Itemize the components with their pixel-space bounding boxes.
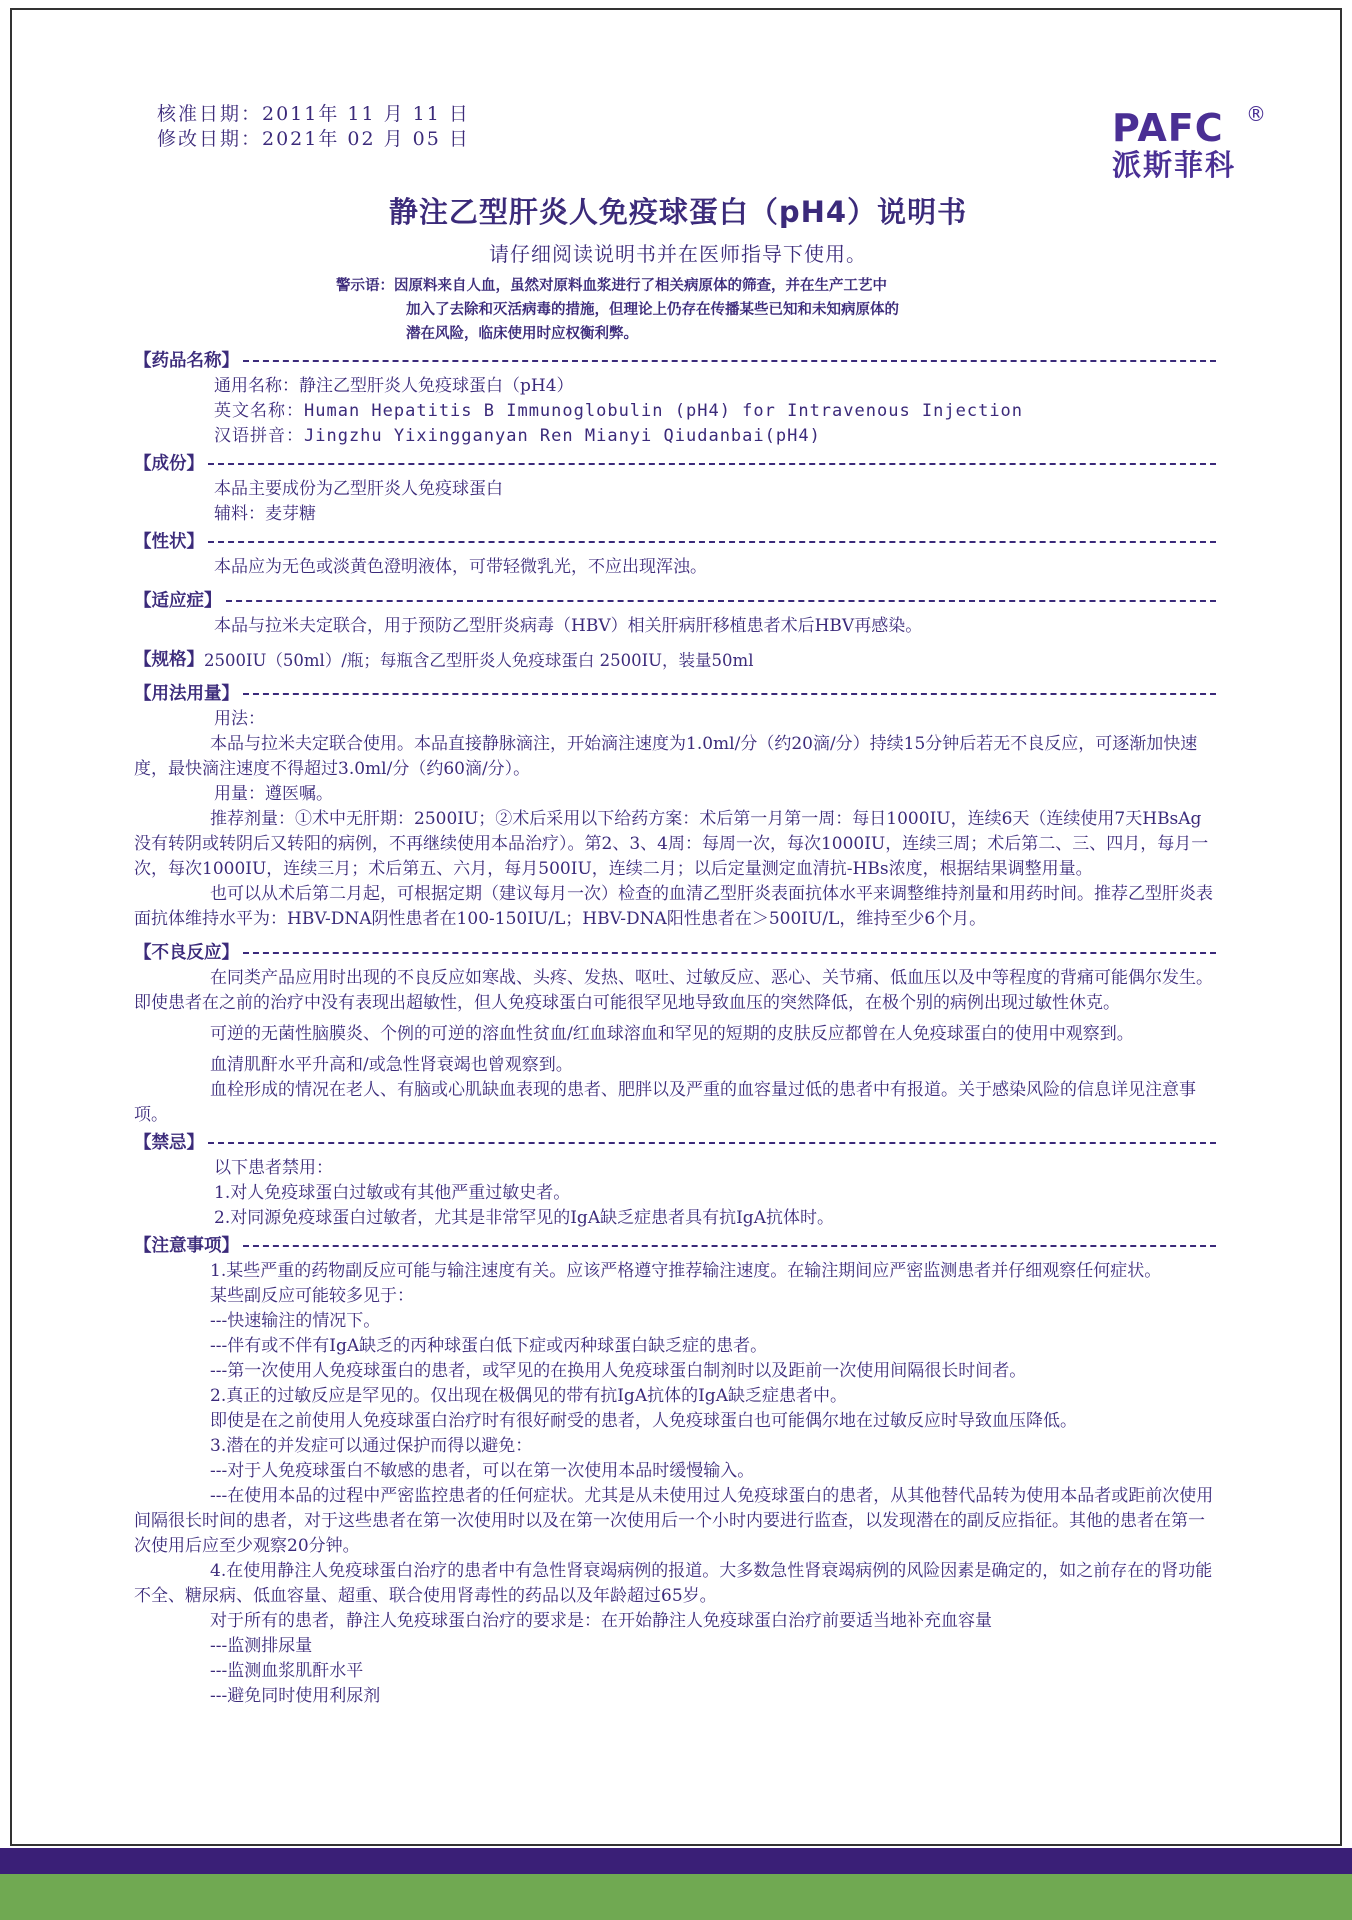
precaution-3: 3.潜在的并发症可以通过保护而得以避免： bbox=[210, 1436, 533, 1456]
section-heading-usage bbox=[134, 681, 1216, 707]
document-body bbox=[134, 346, 1216, 1709]
pinyin-name: 汉语拼音：Jingzhu Yixingganyan Ren Mianyi Qiudanbai(pH4) bbox=[214, 426, 821, 446]
registered-mark: ® bbox=[1246, 102, 1266, 126]
brand-logo bbox=[1112, 102, 1292, 198]
precaution-3b: ---对于人免疫球蛋白不敏感的患者，可以在第一次使用本品时缓慢输入。 bbox=[210, 1461, 755, 1481]
dashed-divider bbox=[208, 463, 1216, 465]
dashed-divider bbox=[243, 360, 1216, 362]
section-title: 【成份】 bbox=[134, 453, 204, 474]
english-name: 英文名称：Human Hepatitis B Immunoglobulin (pH4) for Intravenous Injection bbox=[214, 401, 1024, 421]
section-title: 【适应症】 bbox=[134, 590, 222, 611]
adverse-paragraph-3: 血清肌酐水平升高和/或急性肾衰竭也曾观察到。 bbox=[210, 1055, 573, 1075]
precaution-1b: 某些副反应可能较多见于： bbox=[210, 1286, 414, 1306]
precaution-1: 1.某些严重的药物副反应可能与输注速度有关。应该严格遵守推荐输注速度。在输注期间应严密监测患者并仔细观察任何症状。 bbox=[210, 1261, 1162, 1281]
dashed-divider bbox=[243, 952, 1216, 954]
dashed-divider bbox=[208, 1142, 1216, 1144]
section-heading-name bbox=[134, 348, 1216, 374]
warning-line-2: 加入了去除和灭活病毒的措施，但理论上仍存在传播某些已知和未知病原体的 bbox=[406, 302, 899, 318]
section-title: 【注意事项】 bbox=[134, 1235, 239, 1256]
dashed-divider bbox=[208, 541, 1216, 543]
spec-text: 2500IU（50ml）/瓶；每瓶含乙型肝炎人免疫球蛋白 2500IU，装量50ml bbox=[204, 650, 754, 670]
logo-text-cn: 派斯菲科 bbox=[1112, 148, 1237, 182]
precaution-4e: ---避免同时使用利尿剂 bbox=[210, 1686, 381, 1706]
section-title: 【禁忌】 bbox=[134, 1132, 204, 1153]
precaution-3c: ---在使用本品的过程中严密监控患者的任何症状。尤其是从未使用过人免疫球蛋白的患者，从其他替代品转为使用本品者或距前次使用间隔很长时间的患者，对于这些患者在第一次使用时以及在第一次使用后一个小时内要进行监查，以发现潜在的副反应指征。其他的患者在第一次使用后应至少观察20分钟。 bbox=[134, 1486, 1214, 1556]
contra-intro: 以下患者禁用： bbox=[214, 1158, 333, 1178]
section-title: 【用法用量】 bbox=[134, 683, 239, 704]
section-heading-spec bbox=[134, 647, 1216, 673]
section-title: 【性状】 bbox=[134, 531, 204, 552]
section-heading-adverse bbox=[134, 940, 1216, 966]
precaution-1d: ---伴有或不伴有IgA缺乏的丙种球蛋白低下症或丙种球蛋白缺乏症的患者。 bbox=[210, 1336, 768, 1356]
warning-line-1: 警示语：因原料来自人血，虽然对原料血浆进行了相关病原体的筛查，并在生产工艺中 bbox=[336, 278, 887, 294]
section-title: 【不良反应】 bbox=[134, 942, 239, 963]
section-heading-description bbox=[134, 529, 1216, 555]
precaution-2b: 即使是在之前使用人免疫球蛋白治疗时有很好耐受的患者，人免疫球蛋白也可能偶尔地在过敏反应时导致血压降低。 bbox=[210, 1411, 1077, 1431]
document-subtitle: 请仔细阅读说明书并在医师指导下使用。 bbox=[489, 242, 867, 266]
warning-block bbox=[336, 274, 1076, 346]
precaution-4: 4.在使用静注人免疫球蛋白治疗的患者中有急性肾衰竭病例的报道。大多数急性肾衰竭病例的风险因素是确定的，如之前存在的肾功能不全、糖尿病、低血容量、超重、联合使用肾毒性的药品以及年龄超过65岁。 bbox=[134, 1561, 1213, 1606]
description-text: 本品应为无色或淡黄色澄明液体，可带轻微乳光，不应出现浑浊。 bbox=[214, 557, 707, 577]
adverse-paragraph-2: 可逆的无菌性脑膜炎、个例的可逆的溶血性贫血/红血球溶血和罕见的短期的皮肤反应都曾在人免疫球蛋白的使用中观察到。 bbox=[210, 1024, 1134, 1044]
document-frame bbox=[10, 8, 1342, 1846]
section-heading-contraindications bbox=[134, 1130, 1216, 1156]
dashed-divider bbox=[243, 693, 1216, 695]
precaution-1c: ---快速输注的情况下。 bbox=[210, 1311, 381, 1331]
composition-main: 本品主要成份为乙型肝炎人免疫球蛋白 bbox=[214, 479, 503, 499]
usage-method-text: 本品与拉米夫定联合使用。本品直接静脉滴注，开始滴注速度为1.0ml/分（约20滴/分）持续15分钟后若无不良反应，可逐渐加快速度，最快滴注速度不得超过3.0ml/分（约60滴/分）。 bbox=[134, 734, 1198, 779]
dashed-divider bbox=[226, 600, 1217, 602]
adverse-paragraph-1: 在同类产品应用时出现的不良反应如寒战、头疼、发热、呕吐、过敏反应、恶心、关节痛、低血压以及中等程度的背痛可能偶尔发生。即使患者在之前的治疗中没有表现出超敏性，但人免疫球蛋白可能很罕见地导致血压的突然降低，在极个别的病例出现过敏性休克。 bbox=[134, 968, 1213, 1013]
composition-excipient: 辅料：麦芽糖 bbox=[214, 504, 316, 524]
footer-band-purple bbox=[0, 1848, 1352, 1874]
section-heading-composition bbox=[134, 451, 1216, 477]
approval-date: 核准日期：2011年 11 月 11 日 bbox=[157, 103, 470, 125]
revision-date: 修改日期：2021年 02 月 05 日 bbox=[157, 128, 470, 150]
dates-block bbox=[157, 102, 470, 152]
generic-name: 通用名称：静注乙型肝炎人免疫球蛋白（pH4） bbox=[214, 376, 574, 396]
dashed-divider bbox=[243, 1245, 1216, 1247]
contra-item-1: 1.对人免疫球蛋白过敏或有其他严重过敏史者。 bbox=[214, 1183, 571, 1203]
adverse-paragraph-4: 血栓形成的情况在老人、有脑或心肌缺血表现的患者、肥胖以及严重的血容量过低的患者中有报道。关于感染风险的信息详见注意事项。 bbox=[134, 1080, 1196, 1125]
precaution-4d: ---监测血浆肌酐水平 bbox=[210, 1661, 364, 1681]
indications-text: 本品与拉米夫定联合，用于预防乙型肝炎病毒（HBV）相关肝病肝移植患者术后HBV再感染。 bbox=[214, 616, 923, 636]
footer-band-green bbox=[0, 1874, 1352, 1920]
section-title: 【药品名称】 bbox=[134, 350, 239, 371]
document-title: 静注乙型肝炎人免疫球蛋白（pH4）说明书 bbox=[388, 195, 968, 229]
usage-dose-label: 用量：遵医嘱。 bbox=[214, 784, 333, 804]
precaution-4c: ---监测排尿量 bbox=[210, 1636, 313, 1656]
logo-text-en: PAFC bbox=[1112, 106, 1224, 150]
section-heading-precautions bbox=[134, 1233, 1216, 1259]
section-heading-indications bbox=[134, 588, 1216, 614]
contra-item-2: 2.对同源免疫球蛋白过敏者，尤其是非常罕见的IgA缺乏症患者具有抗IgA抗体时。 bbox=[214, 1208, 834, 1228]
precaution-2: 2.真正的过敏反应是罕见的。仅出现在极偶见的带有抗IgA抗体的IgA缺乏症患者中。 bbox=[210, 1386, 847, 1406]
usage-method-label: 用法： bbox=[214, 709, 265, 729]
precaution-1e: ---第一次使用人免疫球蛋白的患者，或罕见的在换用人免疫球蛋白制剂时以及距前一次使用间隔很长时间者。 bbox=[210, 1361, 1027, 1381]
usage-recommended-dose: 推荐剂量：①术中无肝期：2500IU；②术后采用以下给药方案：术后第一月第一周：每日1000IU，连续6天（连续使用7天HBsAg没有转阴或转阴后又转阳的病例，不再继续使用本品治疗）。第2、3、4周：每周一次，每次1000IU，连续三周；术后第二、三、四月，每月一次，每次1000IU，连续三月；术后第五、六月，每月500IU，连续二月；以后定量测定血清抗-HBs浓度，根据结果调整用量。 bbox=[134, 809, 1209, 879]
warning-line-3: 潜在风险，临床使用时应权衡利弊。 bbox=[406, 326, 638, 342]
section-title: 【规格】 bbox=[134, 649, 204, 670]
precaution-4b: 对于所有的患者，静注人免疫球蛋白治疗的要求是：在开始静注人免疫球蛋白治疗前要适当地补充血容量 bbox=[210, 1611, 992, 1631]
usage-adjustment: 也可以从术后第二月起，可根据定期（建议每月一次）检查的血清乙型肝炎表面抗体水平来调整维持剂量和用药时间。推荐乙型肝炎表面抗体维持水平为：HBV-DNA阴性患者在100-150IU/L；HBV-DNA阳性患者在＞500IU/L，维持至少6个月。 bbox=[134, 884, 1213, 929]
